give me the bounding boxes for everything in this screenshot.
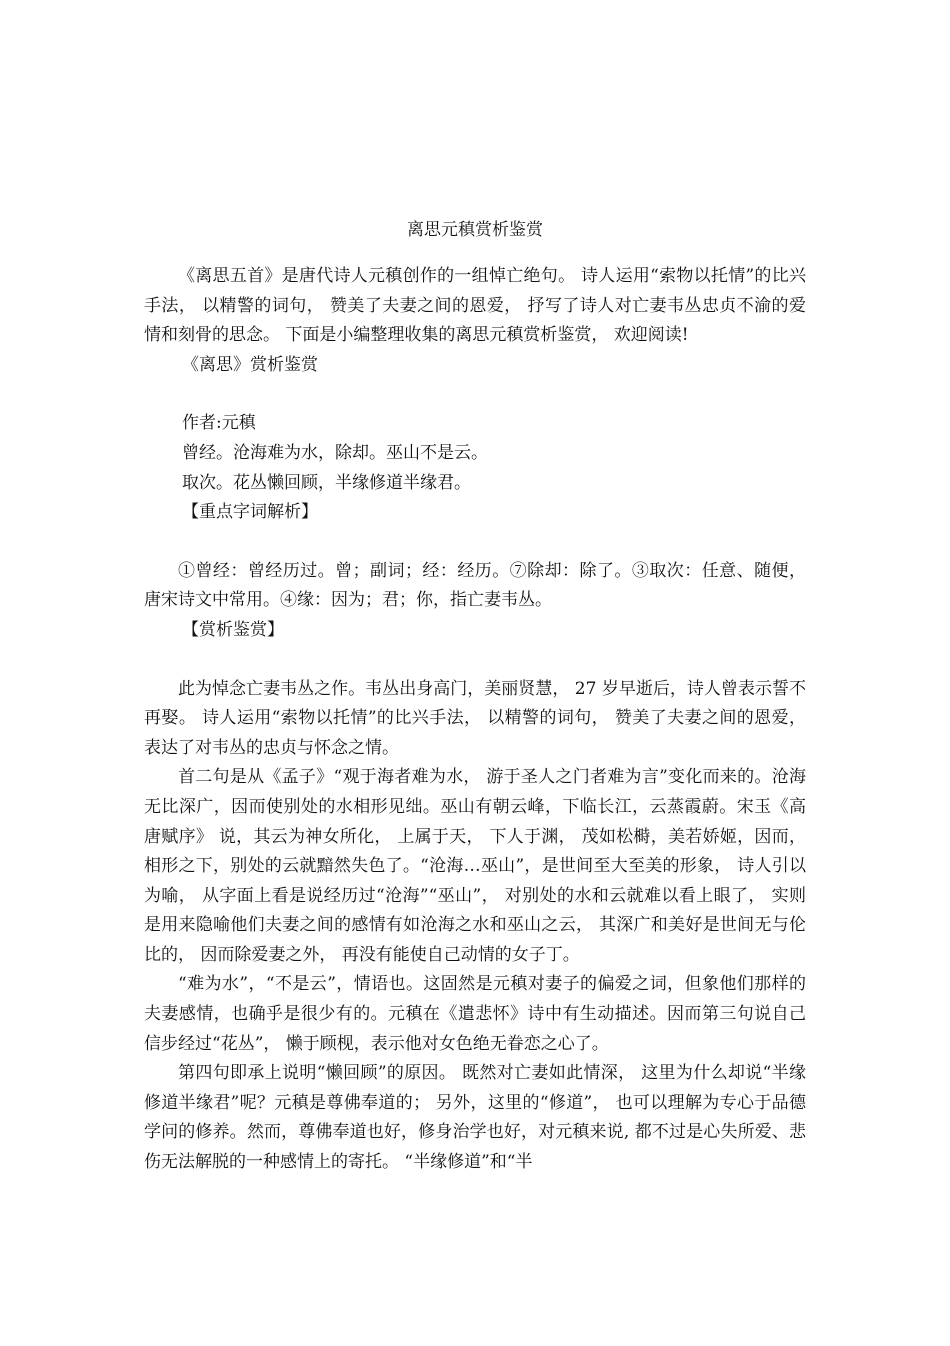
body-paragraph-2: 首二句是从《孟子》“观于海者难为水， 游于圣人之门者难为言”变化而来的。沧海无比深广，因而使别处的水相形见绌。巫山有朝云峰，下临长江，云蒸霞蔚。宋玉《高唐赋序》 说，其云为神女所化， 上属于天， 下人于渊， 茂如松榯，美若娇姬，因而，相形之下，别处的云就黯然失色了。“沧海…巫山”，是世间至大至美的形象， 诗人引以为喻， 从字面上看是说经历过“沧海”“巫山”， 对别处的水和云就难以看上眼了， 实则是用来隐喻他们夫妻之间的感情有如沧海之水和巫山之云， 其深广和美好是世间无与伦比的， 因而除爱妻之外， 再没有能使自己动情的女子丁。 (144, 767, 806, 965)
body-paragraph-3: “难为水”，“不是云”，情语也。这固然是元稹对妻子的偏爱之词，但象他们那样的夫妻感情，也确乎是很少有的。元稹在《遣悲怀》诗中有生动描述。因而第三句说自己信步经过“花丛”， 懒于顾枧，表示他对女色绝无眷恋之心了。 (144, 974, 806, 1054)
poem-author: 作者:元稹 (182, 413, 256, 434)
poem-heading: 《离思》赏析鉴赏 (182, 354, 318, 375)
body-paragraph-4: 第四句即承上说明“懒回顾”的原因。 既然对亡妻如此情深， 这里为什么却说“半缘修道半缘君”呢？元稹是尊佛奉道的； 另外，这里的“修道”， 也可以理解为专心于品德学问的修养。然而，尊佛奉道也好，修身治学也好，对元稹来说, 都不过是心失所爱、悲伤无法解脱的一种感情上的寄托。 “半缘修道”和“半 (144, 1063, 806, 1173)
intro-paragraph: 《离思五首》是唐代诗人元稹创作的一组悼亡绝句。 诗人运用“索物以托情”的比兴手法， 以精警的词句， 赞美了夫妻之间的恩爱， 抒写了诗人对亡妻韦丛忠贞不渝的爱情和刻骨的思念。 下面是小编整理收集的离思元稹赏析鉴赏， 欢迎阅读! (144, 266, 806, 346)
page-title: 离思元稹赏析鉴赏 (407, 220, 543, 240)
spacer (144, 646, 806, 675)
appreciation-heading: 【赏析鉴赏】 (182, 619, 284, 640)
keywords-heading: 【重点字词解析】 (182, 502, 318, 523)
poem-line-2: 取次。花丛懒回顾，半缘修道半缘君。 (182, 472, 471, 493)
body-paragraph-1: 此为悼念亡妻韦丛之作。韦丛出身高门，美丽贤慧， 27 岁早逝后，诗人曾表示誓不再娶。 诗人运用“索物以托情”的比兴手法， 以精警的词句， 赞美了夫妻之间的恩爱，表达了对韦丛的忠贞与怀念之情。 (144, 678, 806, 758)
document-body (144, 262, 806, 1178)
spacer (144, 528, 806, 557)
spacer (144, 380, 806, 409)
keywords-paragraph: ①曾经：曾经历过。曾；副词；经：经历。⑦除却：除了。③取次：任意、随便，唐宋诗文中常用。④缘：因为；君；你，指亡妻韦丛。 (144, 560, 806, 611)
poem-line-1: 曾经。沧海难为水，除却。巫山不是云。 (182, 442, 488, 463)
